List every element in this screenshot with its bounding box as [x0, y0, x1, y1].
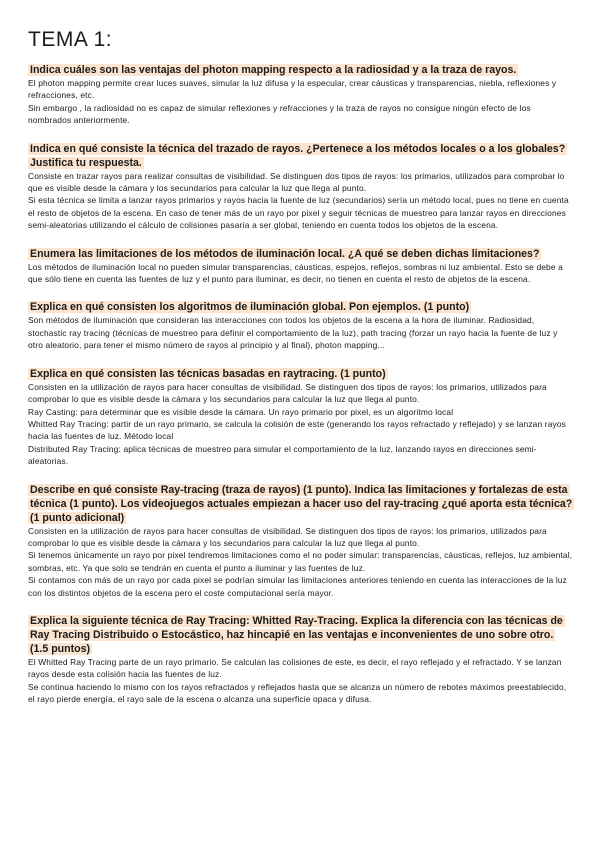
- page-title: TEMA 1:: [28, 28, 113, 51]
- answer-paragraph: El photon mapping permite crear luces suaves, simular la luz difusa y la especular, crear cáusticas y transparencias, niebla, reflexiones y refracciones, etc.: [28, 78, 557, 101]
- answer-paragraph: Los métodos de iluminación local no pueden simular transparencias, cáusticas, espejos, reflejos, sombras ni luz ambiental. Esto se debe a que sólo tiene en cuenta las fuentes de luz y el punto para iluminar, es decir, no tienen en cuenta el resto de objetos de la escena.: [28, 261, 563, 285]
- section-raytracing-techniques: [28, 367, 574, 468]
- question-text: Explica la siguiente técnica de Ray Tracing: Whitted Ray-Tracing. Explica la diferencia con las técnicas de Ray Tracing Distribuido o Estocástico, haz hincapié en las ventajas e inconvenientes de uno sobre otro. (1.5 puntos): [30, 614, 563, 655]
- question-heading: [28, 483, 574, 525]
- section-photon-mapping: [28, 63, 574, 127]
- answer-paragraph: Se continua haciendo lo mismo con los rayos refractados y reflejados hasta que se alcanza un número de rebotes máximos preestablecido, el rayo pierde energía, el rayo sale de la escena o alcanza una superficie opaca y difusa.: [28, 681, 567, 705]
- answer-paragraph: Si tenemos únicamente un rayo por pixel tendremos limitaciones como el no poder simular: transparencias, cáusticas, reflejos, luz ambiental, sombras, etc. Ya que solo se tendrán en cuenta el punto a iluminar y las fuentes de luz.: [28, 550, 573, 573]
- answer-paragraph: Sin embargo , la radiosidad no es capaz de simular reflexiones y refracciones y la traza de rayos no consigue ningún efecto de los nombrados anteriormente.: [28, 102, 531, 126]
- answer-paragraph: Ray Casting: para determinar que es visible desde la cámara. Un rayo primario por pixel, es un algoritmo local: [28, 406, 454, 417]
- question-text: Indica cuáles son las ventajas del photon mapping respecto a la radiosidad y a la traza de rayos.: [30, 64, 517, 76]
- question-heading: [28, 367, 574, 381]
- question-heading: [28, 300, 574, 314]
- section-trazado-de-rayos: [28, 142, 574, 232]
- answer-paragraph: Consisten en la utilización de rayos para hacer consultas de visibilidad. Se distinguen dos tipos de rayos: los primarios, utilizados para comprobar lo que es visible desde la cámara y los secundarios para calcular la luz que llega al punto.: [28, 381, 547, 405]
- question-text: Explica en qué consisten las técnicas basadas en raytracing. (1 punto): [30, 367, 386, 380]
- question-heading: [28, 63, 574, 77]
- question-text: Describe en qué consiste Ray-tracing (traza de rayos) (1 punto). Indica las limitaciones y fortalezas de esta técnica (1 punto). Los videojuegos actuales empiezan a hacer uso del ray-tracing ¿qué aporta esta técnica? (1 punto adicional): [30, 483, 573, 524]
- question-text: Enumera las limitaciones de los métodos de iluminación local. ¿A qué se deben dichas limitaciones?: [30, 247, 540, 260]
- answer-paragraph: Si esta técnica se limita a lanzar rayos primarios y rayos hacia la fuente de luz (secundarios) sería un método local, pues no tiene en cuenta el resto de objetos de la escena. En caso de tener más de un rayo por pixel y seguir técnicas de muestreo para lanzar rayos en direcciones semi-aleatorias utilizando el cálculo de colisiones pasaría a ser global, teniendo en cuenta todos los objetos de la escena.: [28, 195, 569, 231]
- section-raytracing-videojuegos: [28, 483, 574, 599]
- answer-paragraph: Son métodos de iluminación que consideran las interacciones con todos los objetos de la escena a la hora de iluminar. Radiosidad, stochastic ray tracing (técnicas de muestreo para definir el comportamiento de la luz), path tracing (forzar un rayo hacia la fuente de luz y otro aleatorio, para tener el mismo número de rayos al principio y al final), photon mapping...: [28, 315, 558, 351]
- answer-paragraph: Consisten en la utilización de rayos para hacer consultas de visibilidad. Se distinguen dos tipos de rayos: los primarios, utilizados para comprobar lo que es visible desde la cámara y los secundarios para calcular la luz que llega al punto.: [28, 525, 547, 548]
- section-whitted-ray-tracing: [28, 614, 574, 706]
- question-text: Explica en qué consisten los algoritmos de iluminación global. Pon ejemplos. (1 punto): [30, 301, 470, 314]
- question-heading: [28, 142, 574, 170]
- answer-paragraph: El Whitted Ray Tracing parte de un rayo primario. Se calculan las colisiones de este, es decir, el rayo reflejado y el refractado. Y se lanzan rayos desde esta colisión hacia las fuentes de luz.: [28, 656, 562, 680]
- answer-paragraph: Whitted Ray Tracing: partir de un rayo primario, se calcula la colisión de este (generando los rayos refractado y reflejado) y se lanzan rayos hacia las fuentes de luz. Método local: [28, 418, 567, 442]
- section-iluminacion-global: [28, 300, 574, 351]
- question-heading: [28, 247, 574, 261]
- answer-paragraph: Si contamos con más de un rayo por cada pixel se podrían simular las limitaciones anteriores teniendo en cuenta las interacciones de la luz con los distintos objetos de la escena pero el coste computacional sería mayor.: [28, 575, 567, 598]
- question-heading: [28, 614, 574, 656]
- answer-paragraph: Distributed Ray Tracing: aplica técnicas de muestreo para simular el comportamiento de la luz, lanzando rayos en direcciones semi-aleatorias.: [28, 443, 537, 467]
- section-iluminacion-local: [28, 247, 574, 286]
- answer-paragraph: Consiste en trazar rayos para realizar consultas de visibilidad. Se distinguen dos tipos de rayos: los primarios, utilizados para comprobar lo que es visible desde la cámara y los secundarios para calcular la luz que llega al punto.: [28, 170, 565, 194]
- question-text: Indica en qué consiste la técnica del trazado de rayos. ¿Pertenece a los métodos locales o a los globales? Justifica tu respuesta.: [30, 142, 566, 169]
